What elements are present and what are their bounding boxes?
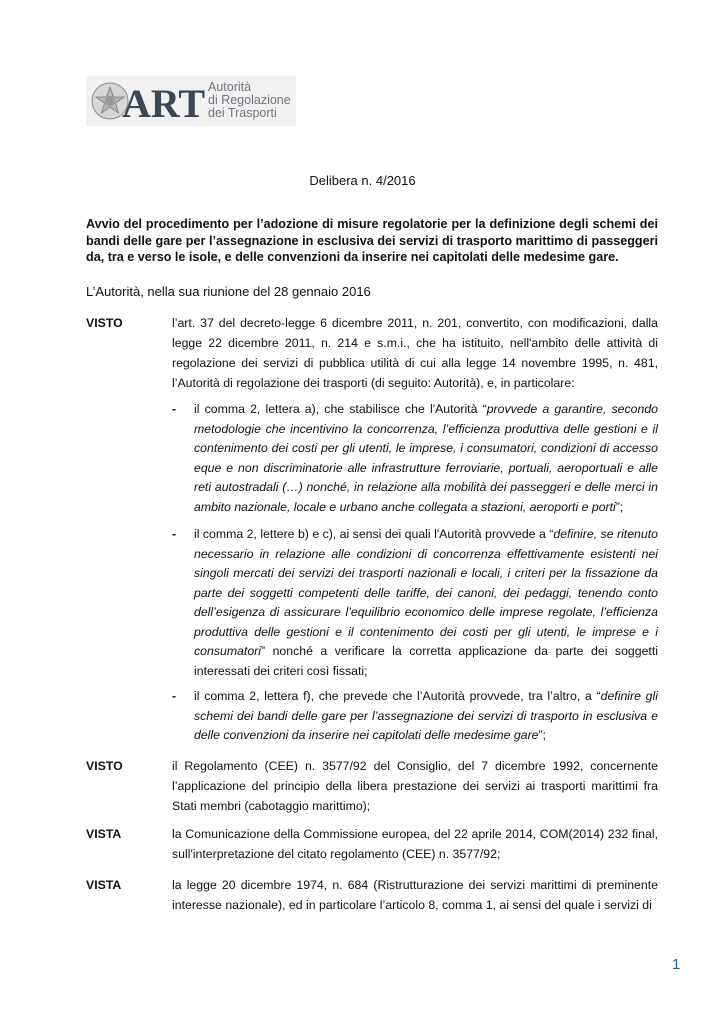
bullet-text	[194, 400, 658, 517]
bullet-lead: il comma 2, lettera a), che stabilisce che l'Autorità “	[194, 402, 487, 416]
decree-subject: Avvio del procedimento per l’adozione di misure regolatorie per la definizione degli schemi dei bandi delle gare per l’assegnazione in esclusiva dei servizi di trasporto marittimo di passeggeri da, tra e verso le isole, e delle convenzioni da inserire nei capitolati delle medesime gare.	[86, 217, 658, 264]
clause-text: l’art. 37 del decreto-legge 6 dicembre 2011, n. 201, convertito, con modificazioni, dalla legge 22 dicembre 2011, n. 214 e s.m.i., che ha istituito, nell'ambito delle attività di regolazione dei servizi di pubblica utilità di cui alla legge 14 novembre 1995, n. 481, l’Autorità di regolazione dei trasporti (di seguito: Autorità), e, in particolare:	[172, 316, 658, 390]
authority-logo	[86, 76, 296, 126]
clause-keyword: VISTA	[86, 878, 122, 892]
bullet-comma-2bc	[172, 525, 658, 681]
decree-title: Delibera n. 4/2016	[309, 173, 416, 188]
clause-text: la Comunicazione della Commissione europea, del 22 aprile 2014, COM(2014) 232 final, sull'interpretazione del citato regolamento (CEE) n. 3577/92;	[172, 827, 658, 861]
clause-text: il Regolamento (CEE) n. 3577/92 del Consiglio, del 7 dicembre 1992, concernente l’applicazione del principio della libera prestazione dei servizi ai trasporti marittimi fra Stati membri (cabotaggio marittimo);	[172, 759, 658, 813]
bullet-lead: il comma 2, lettere b) e c), ai sensi dei quali l'Autorità provvede a “	[194, 527, 554, 541]
logo-text	[208, 81, 296, 120]
bullet-lead: il comma 2, lettera f), che prevede che l’Autorità provvede, tra l’altro, a “	[194, 689, 601, 703]
clause-visto-2	[86, 756, 658, 816]
clause-keyword: VISTA	[86, 827, 122, 841]
bullet-tail: ” nonché a verificare la corretta applicazione da parte dei soggetti interessati dei criteri così fissati;	[194, 644, 658, 678]
clause-keyword: VISTO	[86, 316, 123, 330]
logo-line: Autorità	[208, 80, 252, 94]
bullet-comma-2a	[172, 400, 658, 517]
bullet-marker: -	[172, 689, 177, 703]
bullet-quote: definire, se ritenuto necessario in relazione alle condizioni di concorrenza effettivamente esistenti nei singoli mercati dei servizi dei trasporti nazionali e locali, i criteri per la fissazione da parte dei soggetti competenti delle tariffe, dei canoni, dei pedaggi, tenendo conto dell’esigenza di assicurare l’equilibrio economico delle imprese regolate, l’efficienza produttiva delle gestioni e il contenimento dei costi per gli utenti, le imprese e i consumatori	[194, 527, 658, 658]
clause-vista-2	[86, 875, 658, 915]
bullet-quote: definire gli schemi dei bandi delle gare per l’assegnazione dei servizi di trasporto in esclusiva e delle convenzioni da inserire nei capitolati delle medesime gare	[194, 689, 658, 742]
bullet-tail: ”;	[538, 728, 547, 742]
page-number: 1	[672, 956, 681, 973]
logo-mark: ART	[122, 81, 206, 126]
logo-line: dei Trasporti	[208, 106, 277, 120]
clause-vista-1	[86, 824, 658, 864]
bullet-marker: -	[172, 402, 177, 416]
clause-keyword: VISTO	[86, 759, 123, 773]
bullet-quote: provvede a garantire, secondo metodologie che incentivino la concorrenza, l’efficienza produttiva delle gestioni e il contenimento dei costi per gli utenti, le imprese, i consumatori, condizioni di accesso eque e non discriminatorie alle infrastrutture ferroviarie, portuali, aeroportuali e alle reti autostradali (…) nonché, in relazione alla mobilità dei passeggeri e delle merci in ambito nazionale, locale e urbano anche collegata a stazioni, aeroporti e porti	[194, 402, 658, 514]
art-logo-emblem	[86, 76, 206, 126]
bullet-marker: -	[172, 527, 177, 541]
bullet-text	[194, 687, 658, 746]
bullet-tail: ”;	[615, 499, 624, 514]
clause-text: la legge 20 dicembre 1974, n. 684 (Ristrutturazione dei servizi marittimi di preminente interesse nazionale), ed in particolare l’articolo 8, comma 1, ai sensi del quale i servizi di	[172, 878, 658, 912]
meeting-intro: L’Autorità, nella sua riunione del 28 gennaio 2016	[86, 284, 371, 299]
logo-line: di Regolazione	[208, 93, 291, 107]
clause-visto-1	[86, 313, 658, 393]
bullet-text	[194, 525, 658, 681]
bullet-comma-2f	[172, 687, 658, 746]
